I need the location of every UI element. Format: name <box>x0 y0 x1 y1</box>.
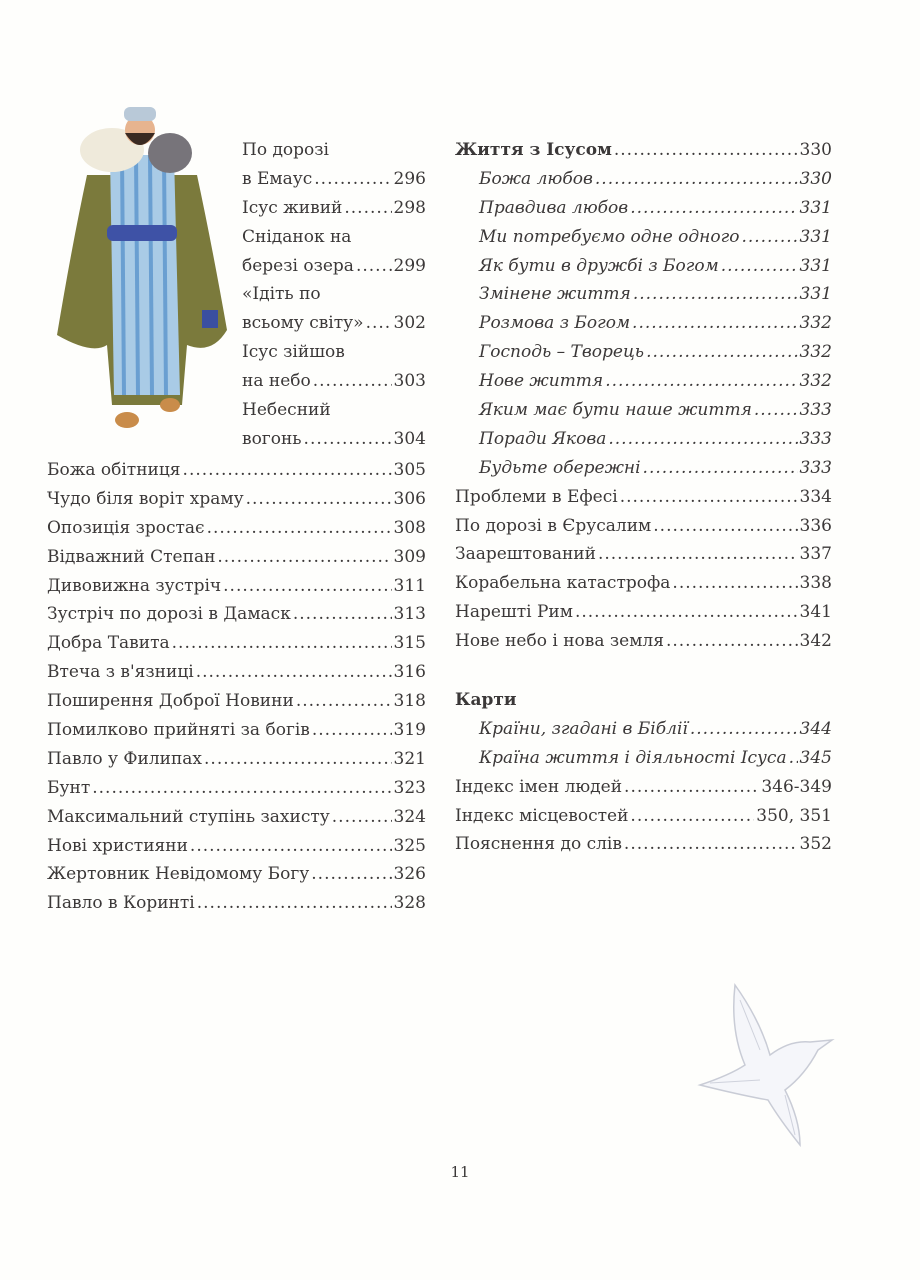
toc-entry <box>455 169 832 198</box>
entry-page: 306 <box>393 488 426 509</box>
entry-page: 337 <box>799 544 832 565</box>
toc-entry <box>242 198 426 227</box>
entry-page: 346-349 <box>761 776 832 797</box>
entry-title: Країна життя і діяльності Ісуса <box>479 747 787 768</box>
dot-leader <box>614 140 798 160</box>
entry-page: 334 <box>799 486 832 507</box>
dot-leader <box>313 371 392 391</box>
dot-leader <box>207 518 392 538</box>
entry-page: 350, 351 <box>756 805 832 826</box>
toc-entry: Сніданок на <box>242 226 352 247</box>
entry-page: 316 <box>393 662 426 683</box>
toc-entry <box>455 719 832 748</box>
entry-title: Чудо біля воріт храму <box>47 488 244 509</box>
dove-illustration <box>690 980 840 1150</box>
dot-leader <box>304 429 392 449</box>
toc-entry <box>455 777 832 806</box>
entry-title: Будьте обережні <box>479 457 641 478</box>
dot-leader <box>608 429 797 449</box>
entry-title: Нове небо і нова земля <box>455 631 664 652</box>
entry-title: Відважний Степан <box>47 546 216 567</box>
entry-title: Проблеми в Ефесі <box>455 486 618 507</box>
dot-leader <box>672 573 797 593</box>
entry-title: Корабельна катастрофа <box>455 573 671 594</box>
entry-page: 333 <box>799 400 832 421</box>
dot-leader <box>666 631 798 651</box>
entry-page: 311 <box>393 575 426 596</box>
entry-title: Нове життя <box>479 371 604 392</box>
dot-leader <box>190 836 392 856</box>
toc-entry <box>47 807 426 836</box>
entry-title: Розмова з Богом <box>479 313 631 334</box>
toc-entry <box>47 633 426 662</box>
entry-title: Яким має бути наше життя <box>479 400 752 421</box>
shepherd-illustration <box>52 95 232 440</box>
dot-leader <box>632 313 798 333</box>
entry-title: Максимальний ступінь захисту <box>47 806 330 827</box>
entry-title: Індекс місцевостей <box>455 805 629 826</box>
entry-page: 336 <box>799 515 832 536</box>
entry-title: Помилково прийняті за богів <box>47 720 310 741</box>
toc-entry <box>455 573 832 602</box>
entry-page: 331 <box>799 197 832 218</box>
toc-entry <box>47 749 426 778</box>
entry-title: Божа любов <box>479 168 593 189</box>
entry-title: Дивовижна зустріч <box>47 575 222 596</box>
dot-leader <box>624 834 798 854</box>
dot-leader <box>754 400 798 420</box>
entry-page: 325 <box>393 835 426 856</box>
toc-entry <box>47 836 426 865</box>
toc-entry <box>455 313 832 342</box>
toc-entry: По дорозі <box>242 140 329 160</box>
entry-title: всьому світу» <box>242 313 364 334</box>
toc-entry <box>242 169 426 198</box>
toc-entry <box>455 429 832 458</box>
toc-entry: Небесний <box>242 400 331 421</box>
toc-entry <box>455 400 832 429</box>
toc-entry <box>455 516 832 545</box>
entry-title: Жертовник Невідомому Богу <box>47 864 310 885</box>
dot-leader <box>575 602 798 622</box>
entry-page: 345 <box>799 747 832 768</box>
entry-page: 333 <box>799 428 832 449</box>
dot-leader <box>172 633 392 653</box>
entry-page: 324 <box>393 806 426 827</box>
entry-page: 321 <box>393 748 426 769</box>
entry-page: 298 <box>393 197 426 218</box>
entry-page: 323 <box>393 777 426 798</box>
entry-page: 304 <box>393 428 426 449</box>
entry-title: Ісус живий <box>242 197 343 218</box>
dot-leader <box>204 749 392 769</box>
entry-page: 342 <box>799 631 832 652</box>
entry-title: По дорозі в Єрусалим <box>455 515 652 536</box>
entry-title: вогонь <box>242 428 302 449</box>
entry-page: 333 <box>799 457 832 478</box>
entry-page: 302 <box>393 313 426 334</box>
toc-entry <box>242 371 426 400</box>
entry-page: 332 <box>799 342 832 363</box>
entry-title: Поширення Доброї Новини <box>47 691 294 712</box>
dot-leader <box>217 547 391 567</box>
entry-page: 308 <box>393 517 426 538</box>
toc-entry <box>455 227 832 256</box>
toc-entry <box>455 458 832 487</box>
entry-page: 326 <box>393 864 426 885</box>
entry-title: березі озера <box>242 255 354 276</box>
toc-entry <box>242 313 426 342</box>
entry-title: Опозиція зростає <box>47 517 205 538</box>
entry-title: Індекс імен людей <box>455 776 623 797</box>
entry-title: в Емаус <box>242 168 313 189</box>
toc-entry <box>455 371 832 400</box>
dot-leader <box>653 516 797 536</box>
toc-entry <box>47 518 426 547</box>
entry-page: 299 <box>393 255 426 276</box>
toc-entry: Ісус зійшов <box>242 342 345 363</box>
dot-leader <box>196 662 392 682</box>
toc-entry <box>47 691 426 720</box>
entry-title: Зустріч по дорозі в Дамаск <box>47 604 291 625</box>
entry-page: 352 <box>799 834 832 855</box>
toc-entry <box>47 576 426 605</box>
dot-leader <box>366 313 392 333</box>
dot-leader <box>721 256 798 276</box>
entry-page: 313 <box>393 604 426 625</box>
entry-page: 341 <box>799 602 832 623</box>
toc-entry <box>455 256 832 285</box>
dot-leader <box>92 778 391 798</box>
toc-entry: «Ідіть по <box>242 284 321 305</box>
page-number: 11 <box>450 1163 470 1181</box>
dot-leader <box>646 342 797 362</box>
toc-entry <box>455 284 832 313</box>
entry-title: Пояснення до слів <box>455 834 622 855</box>
dot-leader <box>356 256 392 276</box>
dot-leader <box>311 864 391 884</box>
entry-page: 319 <box>393 720 426 741</box>
entry-title: Павло у Филипах <box>47 748 203 769</box>
entry-page: 309 <box>393 546 426 567</box>
toc-entry <box>47 778 426 807</box>
toc-entry <box>455 544 832 573</box>
entry-title: Божа обітниця <box>47 460 181 480</box>
dot-leader <box>690 719 798 739</box>
dot-leader <box>741 227 797 247</box>
toc-entry <box>47 489 426 518</box>
toc-entry <box>455 631 832 660</box>
dot-leader <box>223 576 391 596</box>
entry-page: 331 <box>799 226 832 247</box>
dot-leader <box>314 169 391 189</box>
entry-page: 344 <box>799 718 832 739</box>
dot-leader <box>620 487 798 507</box>
entry-page: 338 <box>799 573 832 594</box>
dot-leader <box>595 169 798 189</box>
entry-title: на небо <box>242 371 311 392</box>
toc-entry <box>455 834 832 863</box>
entry-title: Заарештований <box>455 544 596 565</box>
toc-entry <box>242 256 426 285</box>
dot-leader <box>246 489 392 509</box>
toc-entry <box>455 748 832 777</box>
entry-title: Правдива любов <box>479 197 629 218</box>
entry-page: 315 <box>393 633 426 654</box>
entry-title: Поради Якова <box>479 428 607 449</box>
toc-entry <box>47 547 426 576</box>
dot-leader <box>344 198 391 218</box>
toc-entry <box>47 604 426 633</box>
toc-entry <box>455 342 832 371</box>
toc-entry <box>455 487 832 516</box>
entry-page: 332 <box>799 313 832 334</box>
dot-leader <box>197 893 392 913</box>
entry-title: Павло в Коринті <box>47 893 195 914</box>
toc-entry <box>47 720 426 749</box>
dot-leader <box>183 460 392 480</box>
dot-leader <box>789 748 798 768</box>
entry-page: 331 <box>799 284 832 305</box>
toc-upper-column <box>242 140 426 458</box>
toc-entry <box>47 460 426 489</box>
toc-maps-section <box>455 690 832 863</box>
toc-entry <box>455 806 832 835</box>
dot-leader <box>605 371 797 391</box>
entry-page: 332 <box>799 371 832 392</box>
dot-leader <box>633 284 798 304</box>
dot-leader <box>630 198 797 218</box>
entry-title: Ми потребуємо одне одного <box>479 226 740 247</box>
entry-page: 330 <box>799 140 832 160</box>
toc-entry <box>455 140 832 169</box>
maps-heading: Карти <box>455 690 517 710</box>
dot-leader <box>624 777 759 797</box>
toc-entry <box>47 864 426 893</box>
toc-left-column <box>47 460 426 922</box>
entry-title: Втеча з в'язниці <box>47 662 194 683</box>
entry-title: Нарешті Рим <box>455 602 573 623</box>
entry-title: Змінене життя <box>479 284 631 305</box>
dot-leader <box>312 720 392 740</box>
dot-leader <box>293 604 392 624</box>
dot-leader <box>296 691 392 711</box>
dot-leader <box>332 807 392 827</box>
entry-title: Господь – Творець <box>479 342 645 363</box>
toc-entry <box>47 893 426 922</box>
entry-page: 331 <box>799 255 832 276</box>
entry-page: 303 <box>393 371 426 392</box>
entry-title: Бунт <box>47 777 91 798</box>
toc-entry <box>242 429 426 458</box>
entry-page: 305 <box>393 460 426 480</box>
dot-leader <box>598 544 798 564</box>
entry-page: 328 <box>393 893 426 914</box>
entry-title: Як бути в дружбі з Богом <box>479 255 719 276</box>
toc-entry <box>455 602 832 631</box>
entry-page: 330 <box>799 168 832 189</box>
toc-right-column <box>455 140 832 660</box>
toc-entry <box>47 662 426 691</box>
dot-leader <box>643 458 798 478</box>
entry-title: Нові християни <box>47 835 188 856</box>
dot-leader <box>630 806 754 826</box>
entry-title: Добра Тавита <box>47 633 170 654</box>
entry-title: Країни, згадані в Біблії <box>479 718 688 739</box>
toc-entry <box>455 198 832 227</box>
entry-title: Життя з Ісусом <box>455 140 612 160</box>
entry-page: 318 <box>393 691 426 712</box>
entry-page: 296 <box>393 168 426 189</box>
